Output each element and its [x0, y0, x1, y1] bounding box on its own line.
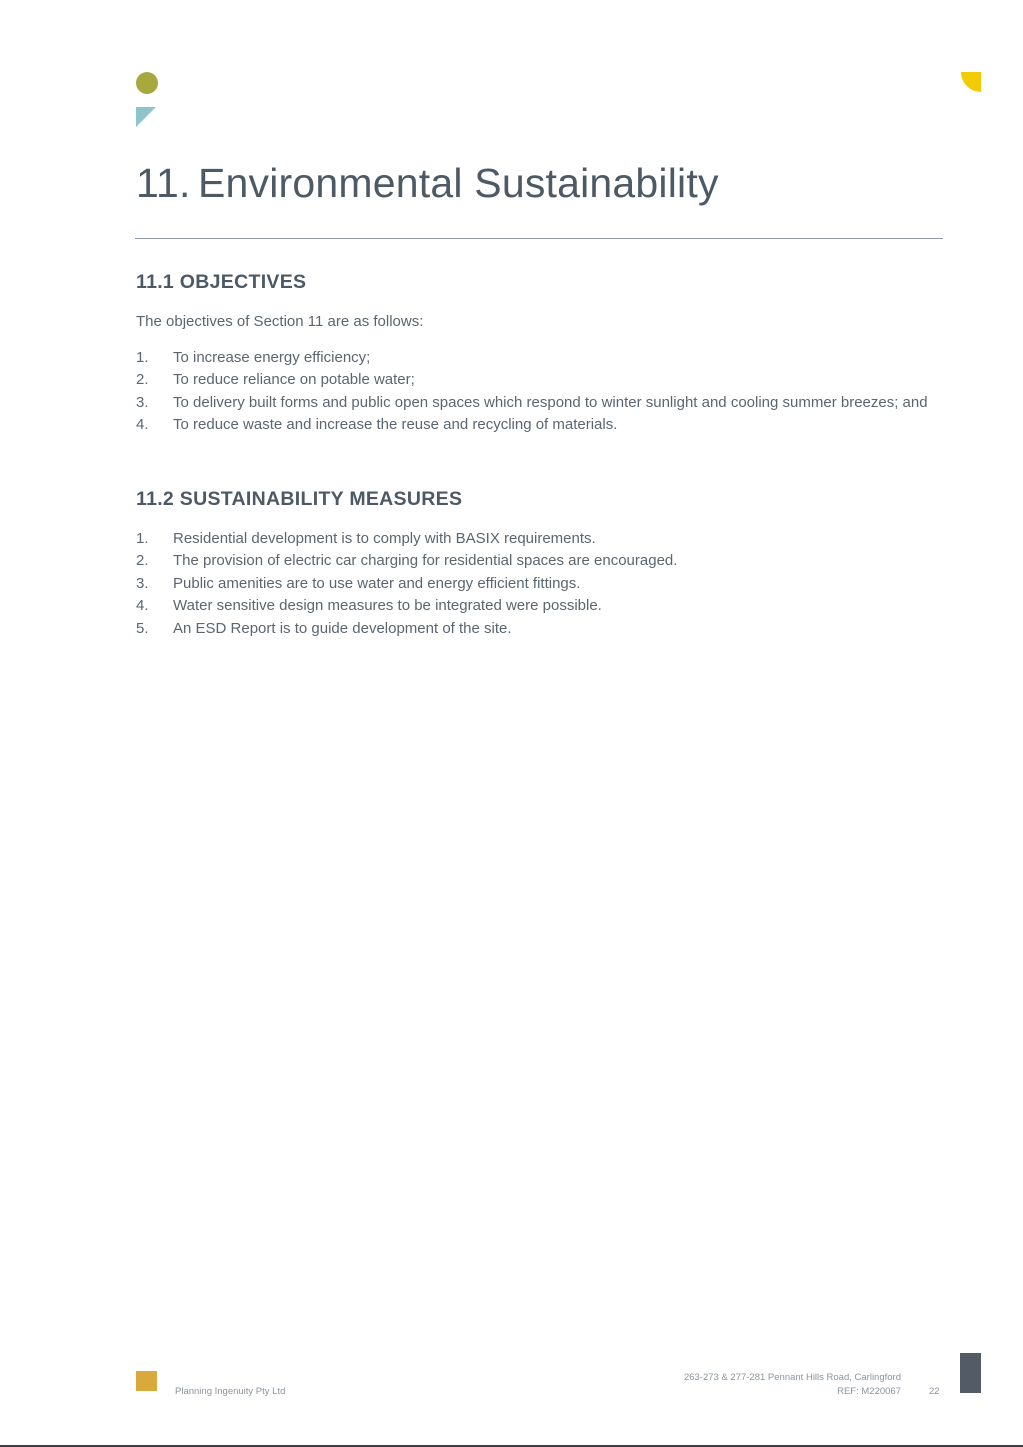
list-item-text: To delivery built forms and public open spaces which respond to winter sunlight and cooling summer breezes; and: [173, 393, 928, 411]
list-item-number: 4.: [136, 597, 149, 615]
list-item-text: Water sensitive design measures to be integrated were possible.: [173, 597, 602, 615]
list-item: [136, 369, 942, 391]
list-item-text: To increase energy efficiency;: [173, 349, 371, 366]
list-item-text: An ESD Report is to guide development of the site.: [173, 619, 512, 637]
list-item: [136, 618, 942, 640]
list-item-text: Public amenities are to use water and energy efficient fittings.: [173, 574, 581, 592]
list-item-text: To reduce waste and increase the reuse and recycling of materials.: [173, 416, 618, 434]
list-item: [136, 392, 942, 414]
list-item-number: 2.: [136, 371, 149, 389]
list-item-number: 4.: [136, 416, 149, 434]
chapter-title: [136, 160, 719, 207]
footer-reference: REF: M220067: [837, 1386, 901, 1397]
list-item-number: 3.: [136, 393, 149, 411]
list-item: [136, 573, 942, 595]
objectives-list: [136, 347, 942, 437]
yellow-quarter-circle-decoration: [961, 72, 981, 92]
list-item: [136, 528, 942, 550]
title-divider: [135, 238, 943, 239]
list-item-number: 2.: [136, 552, 149, 570]
objectives-intro: The objectives of Section 11 are as follows:: [136, 313, 424, 330]
list-item-number: 1.: [136, 530, 149, 547]
footer-company-name: Planning Ingenuity Pty Ltd: [175, 1386, 286, 1397]
list-item: [136, 550, 942, 572]
list-item: [136, 414, 942, 436]
list-item-text: To reduce reliance on potable water;: [173, 371, 415, 389]
list-item: [136, 347, 942, 369]
sustainability-measures-list: [136, 528, 942, 640]
olive-circle-decoration: [136, 72, 158, 94]
section-heading-sustainability-measures: 11.2 SUSTAINABILITY MEASURES: [136, 488, 463, 510]
list-item-number: 5.: [136, 619, 149, 637]
footer-gold-square-decoration: [136, 1371, 157, 1391]
list-item-number: 3.: [136, 574, 149, 592]
page-number: 22: [929, 1386, 940, 1397]
footer-slate-bar-decoration: [960, 1353, 981, 1393]
chapter-title-text: Environmental Sustainability: [198, 160, 719, 206]
section-heading-objectives: 11.1 OBJECTIVES: [136, 271, 307, 293]
chapter-number: 11.: [136, 160, 191, 206]
list-item-text: Residential development is to comply with BASIX requirements.: [173, 530, 596, 547]
footer-site-address: 263-273 & 277-281 Pennant Hills Road, Carlingford: [683, 1372, 901, 1383]
list-item: [136, 595, 942, 617]
teal-triangle-decoration: [136, 107, 156, 127]
list-item-number: 1.: [136, 349, 149, 366]
list-item-text: The provision of electric car charging for residential spaces are encouraged.: [173, 552, 678, 570]
